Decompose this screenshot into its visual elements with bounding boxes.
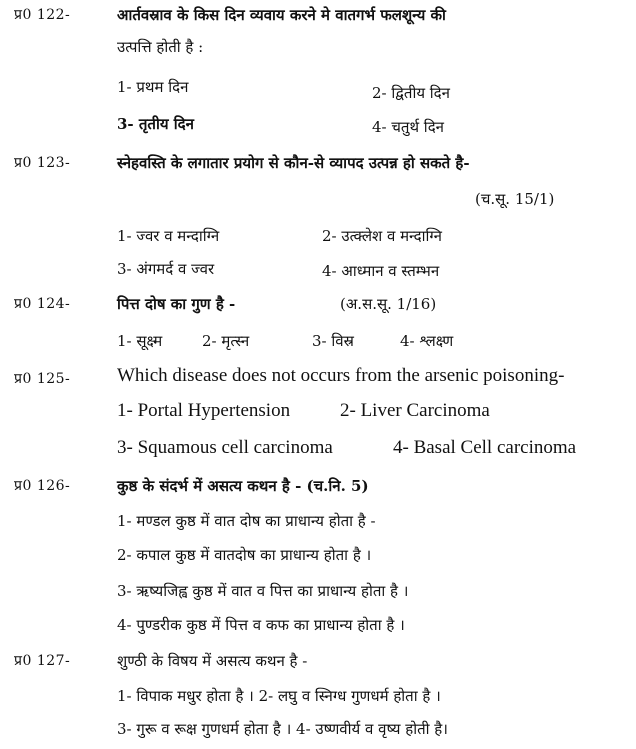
question-number-126: प्र0 126- [14, 478, 71, 494]
question-123-option-1: 1- ज्वर व मन्दाग्नि [117, 227, 220, 245]
question-123-text-line-1: स्नेहवस्ति के लगातार प्रयोग से कौन-से व्यापद उत्पन्न हो सकते है- [117, 154, 470, 172]
question-122-option-4: 4- चतुर्थ दिन [372, 118, 444, 136]
question-125-option-4: 4- Basal Cell carcinoma [393, 437, 577, 458]
question-number-122: प्र0 122- [14, 7, 71, 23]
question-127-text: शुण्ठी के विषय में असत्य कथन है - [117, 652, 308, 670]
question-122-text-line-1: आर्तवस्राव के किस दिन व्यवाय करने मे वातगर्भ फलशून्य की [117, 6, 446, 24]
question-123-option-2: 2- उत्क्लेश व मन्दाग्नि [322, 227, 442, 245]
question-number-123: प्र0 123- [14, 155, 71, 171]
question-124-option-2: 2- मृत्स्न [202, 332, 250, 350]
question-122-text-line-2: उत्पत्ति होती है : [117, 38, 204, 56]
question-124-reference: (अ.स.सू. 1/16) [340, 295, 437, 313]
question-122-option-2: 2- द्वितीय दिन [372, 84, 450, 102]
question-124-option-1: 1- सूक्ष्म [117, 332, 163, 350]
question-127-options-line-2: 3- गुरू व रूक्ष गुणधर्म होता है । 4- उष्णवीर्य व वृष्य होती है। [117, 720, 448, 738]
question-122-option-3: 3- तृतीय दिन [117, 115, 194, 133]
question-125-option-1: 1- Portal Hypertension [117, 400, 291, 421]
question-126-option-2: 2- कपाल कुष्ठ में वातदोष का प्राधान्य होता है । [117, 546, 372, 564]
question-124-option-3: 3- विस्र [312, 332, 354, 350]
question-123-reference: (च.सू. 15/1) [475, 190, 555, 208]
question-124-text: पित्त दोष का गुण है - [117, 295, 236, 313]
question-125-text: Which disease does not occurs from the arsenic poisoning- [117, 365, 565, 386]
question-124-option-4: 4- श्लक्ष्ण [400, 332, 454, 350]
question-123-option-4: 4- आध्मान व स्तम्भन [322, 262, 440, 280]
question-123-option-3: 3- अंगमर्द व ज्वर [117, 260, 215, 278]
question-126-option-4: 4- पुण्डरीक कुष्ठ में पित्त व कफ का प्राधान्य होता है । [117, 616, 405, 634]
question-126-text: कुष्ठ के संदर्भ में असत्य कथन है - (च.नि. 5) [117, 477, 369, 495]
question-125-option-3: 3- Squamous cell carcinoma [117, 437, 333, 458]
question-125-option-2: 2- Liver Carcinoma [340, 400, 490, 421]
question-127-options-line-1: 1- विपाक मधुर होता है । 2- लघु व स्निग्ध गुणधर्म होता है । [117, 687, 441, 705]
question-126-option-3: 3- ऋष्यजिह्व कुष्ठ में वात व पित्त का प्राधान्य होता है । [117, 582, 409, 600]
question-122-option-1: 1- प्रथम दिन [117, 78, 189, 96]
question-number-127: प्र0 127- [14, 653, 71, 669]
question-number-124: प्र0 124- [14, 296, 71, 312]
question-number-125: प्र0 125- [14, 371, 71, 387]
question-126-option-1: 1- मण्डल कुष्ठ में वात दोष का प्राधान्य होता है - [117, 512, 376, 530]
